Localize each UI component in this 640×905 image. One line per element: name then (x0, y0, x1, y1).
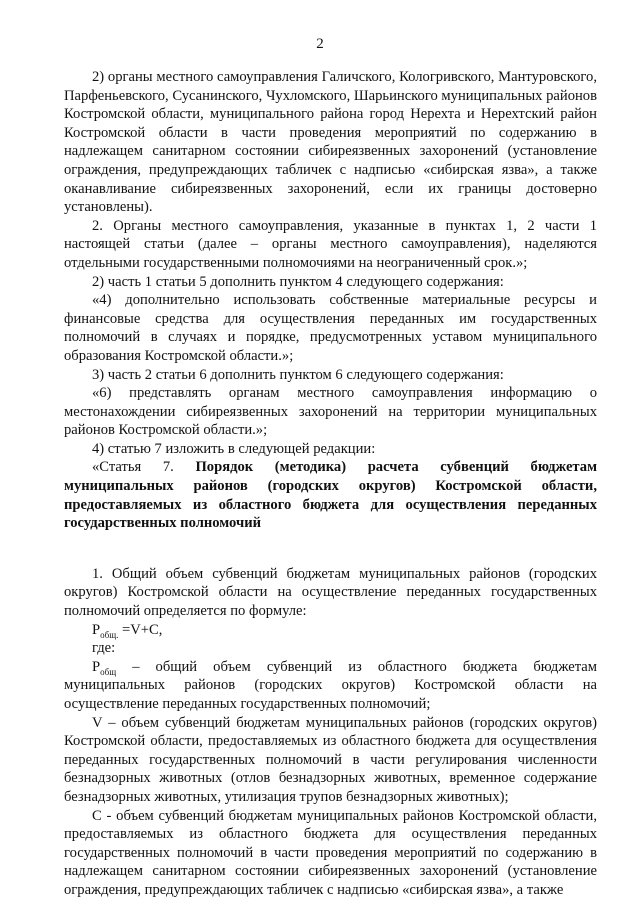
article-7-prefix: «Статья 7. (92, 459, 196, 476)
definition-p-subscript: общ (100, 666, 117, 677)
paragraph-amendment-3: 3) часть 2 статьи 6 дополнить пунктом 6 следующего содержания: (92, 366, 504, 383)
paragraph-new-point-4: «4) дополнительно использовать собственные материальные ресурсы и финансовые средства для осуществления переданных им государственных полномочий в случаях и порядке, предусмотренных уставом муниципального образования Костромской области.»; (64, 292, 597, 364)
paragraph-new-point-6: «6) представлять органам местного самоуправления информацию о местонахождении сибиреязвенных захоронений на территории муниципальных районов Костромской области.»; (64, 385, 597, 439)
paragraph-total-volume: 1. Общий объем субвенций бюджетам муниципальных районов (городских округов) Костромской области на осуществление переданных государственных полномочий определяется по формуле: (64, 565, 597, 620)
formula-symbol: P (92, 621, 101, 638)
formula (64, 621, 597, 640)
definition-p-text: – общий объем субвенций из областного бюджета бюджетам муниципальных районов (городских округов) Костромской области на осуществление переданных государственных полномочий; (64, 658, 597, 712)
definition-p-symbol: P (92, 658, 101, 675)
formula-subscript: общ. (100, 629, 119, 640)
article-7-heading (64, 458, 597, 532)
document-body (64, 68, 597, 900)
formula-where: где: (92, 640, 116, 657)
paragraph-amendment-2: 2) часть 1 статьи 5 дополнить пунктом 4 следующего содержания: (92, 273, 504, 290)
definition-p-total (64, 658, 597, 714)
paragraph-clause-2: 2. Органы местного самоуправления, указанные в пунктах 1, 2 части 1 настоящей статьи (далее – органы местного самоуправления), наделяются отдельными государственными полномочиями на неограниченный срок.»; (64, 217, 597, 271)
spacer (64, 533, 597, 565)
definition-c: С - объем субвенций бюджетам муниципальных районов Костромской области, предоставляемых из областного бюджета для осуществления переданных государственных полномочий в части проведения мероприятий по содержанию в надлежащем санитарном состоянии сибиреязвенных захоронений (установление ограждения, предупреждающих табличек с надписью «сибирская язва», а также (64, 807, 597, 898)
article-7-title: Порядок (методика) расчета субвенций бюджетам муниципальных районов (городских округов) Костромской области, предоставляемых из областного бюджета для осуществления переданных государственных полномочий (64, 459, 598, 532)
paragraph-item-2-organs: 2) органы местного самоуправления Галичского, Кологривского, Мантуровского, Парфеньевского, Сусанинского, Чухломского, Шарьинского муниципальных районов Костромской области, муниципального района город Нерехта и Нерехтский район Костромской области в части проведения мероприятий по содержанию в надлежащем санитарном состоянии сибиреязвенных захоронений (установление ограждения, предупреждающих табличек с надписью «сибирская язва», а также оканавливание сибиреязвенных захоронений, если их границы достоверно установлены). (64, 69, 597, 216)
paragraph-amendment-4: 4) статью 7 изложить в следующей редакции: (92, 440, 376, 457)
definition-v: V – объем субвенций бюджетам муниципальных районов (городских округов) Костромской области, предоставляемых из областного бюджета для осуществления переданных государственных полномочий в части регулирования численности безнадзорных животных (отлов безнадзорных животных, временное содержание безнадзорных животных, утилизация трупов безнадзорных животных); (64, 714, 597, 805)
formula-expression: =V+C, (118, 621, 163, 638)
page-number: 2 (316, 36, 324, 52)
